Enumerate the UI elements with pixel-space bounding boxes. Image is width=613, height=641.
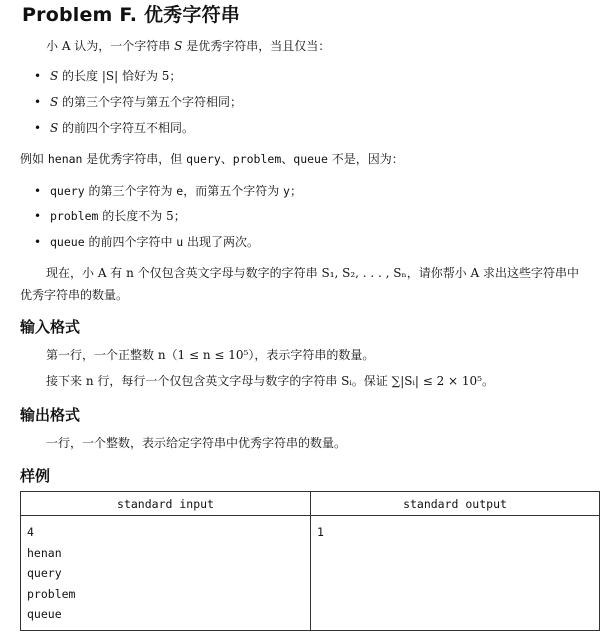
reason-item — [34, 232, 259, 252]
sample-input-line: henan — [27, 545, 62, 560]
standard-output-header: standard output — [311, 492, 600, 516]
separator: 、 — [220, 152, 233, 166]
input-format-heading: 输入格式 — [20, 318, 81, 336]
example-bad-string: queue — [293, 152, 328, 166]
sample-input-line: 4 — [27, 525, 34, 539]
reason-text: 的第三个字符为 — [84, 184, 177, 198]
reason-text: ，而第五个字符为 — [183, 184, 284, 198]
reason-char: y — [283, 184, 290, 198]
reason-item — [34, 206, 186, 226]
condition-item — [34, 92, 242, 112]
sample-input-cell — [21, 516, 311, 631]
condition-var: S — [50, 121, 59, 135]
reason-text: 的长度不为 5； — [98, 209, 186, 223]
bullet-icon: • — [34, 121, 42, 135]
intro-text-1: 小 A 认为，一个字符串 — [46, 39, 171, 53]
example-text-1: 例如 — [20, 152, 45, 166]
output-line: 一行，一个整数，表示给定字符串中优秀字符串的数量。 — [46, 436, 347, 450]
condition-text: 的第三个字符与第五个字符相同； — [58, 95, 243, 109]
intro-text-2: 是优秀字符串，当且仅当： — [186, 39, 331, 53]
task-line-1: 现在，小 A 有 n 个仅包含英文字母与数字的字符串 S₁, S₂, . . . , Sₙ，请你帮小 A 求出这些字符串中 — [46, 266, 580, 280]
example-text-3: 不是，因为： — [331, 152, 404, 166]
example-bad-string: problem — [232, 152, 282, 166]
example-good-string: henan — [47, 152, 83, 166]
task-line-2: 优秀字符串的数量。 — [20, 288, 129, 302]
sample-output-cell — [311, 516, 600, 631]
condition-item — [34, 118, 194, 138]
sample-heading: 样例 — [20, 467, 51, 485]
condition-text: 的长度 |S| 恰好为 5； — [58, 69, 182, 83]
sample-input-line: query — [27, 566, 62, 580]
reason-text: 的前四个字符中 — [84, 235, 177, 249]
condition-text: 的前四个字符互不相同。 — [58, 121, 195, 135]
intro-var-s: S — [174, 39, 183, 53]
reason-code: queue — [50, 235, 85, 249]
reason-item — [34, 181, 302, 201]
bullet-icon: • — [34, 235, 42, 249]
condition-var: S — [50, 69, 59, 83]
intro-paragraph — [46, 36, 330, 56]
example-text-2: 是优秀字符串，但 — [86, 152, 183, 166]
reason-code: query — [50, 184, 85, 198]
condition-var: S — [50, 95, 59, 109]
standard-input-header: standard input — [21, 492, 311, 516]
example-paragraph — [20, 149, 404, 169]
problem-title: Problem F. 优秀字符串 — [22, 4, 240, 26]
reason-code: problem — [50, 209, 99, 223]
input-line-1: 第一行，一个正整数 n（1 ≤ n ≤ 10⁵），表示字符串的数量。 — [46, 348, 375, 362]
example-bad-string: query — [186, 152, 221, 166]
reason-text: ； — [289, 184, 302, 198]
sample-table — [20, 491, 600, 631]
sample-input-line: problem — [27, 586, 76, 601]
reason-text: 出现了两次。 — [183, 235, 260, 249]
bullet-icon: • — [34, 209, 42, 223]
condition-item — [34, 66, 181, 86]
sample-output-line: 1 — [317, 525, 324, 539]
output-format-heading: 输出格式 — [20, 406, 81, 424]
bullet-icon: • — [34, 95, 42, 109]
bullet-icon: • — [34, 69, 42, 83]
separator: 、 — [281, 152, 294, 166]
sample-input-line: queue — [27, 607, 62, 621]
reason-char: u — [176, 235, 184, 249]
bullet-icon: • — [34, 184, 42, 198]
input-line-2: 接下来 n 行，每行一个仅包含英文字母与数字的字符串 Sᵢ。保证 ∑|Sᵢ| ≤ 2 × 10⁵。 — [46, 374, 494, 388]
reason-char: e — [176, 184, 184, 198]
